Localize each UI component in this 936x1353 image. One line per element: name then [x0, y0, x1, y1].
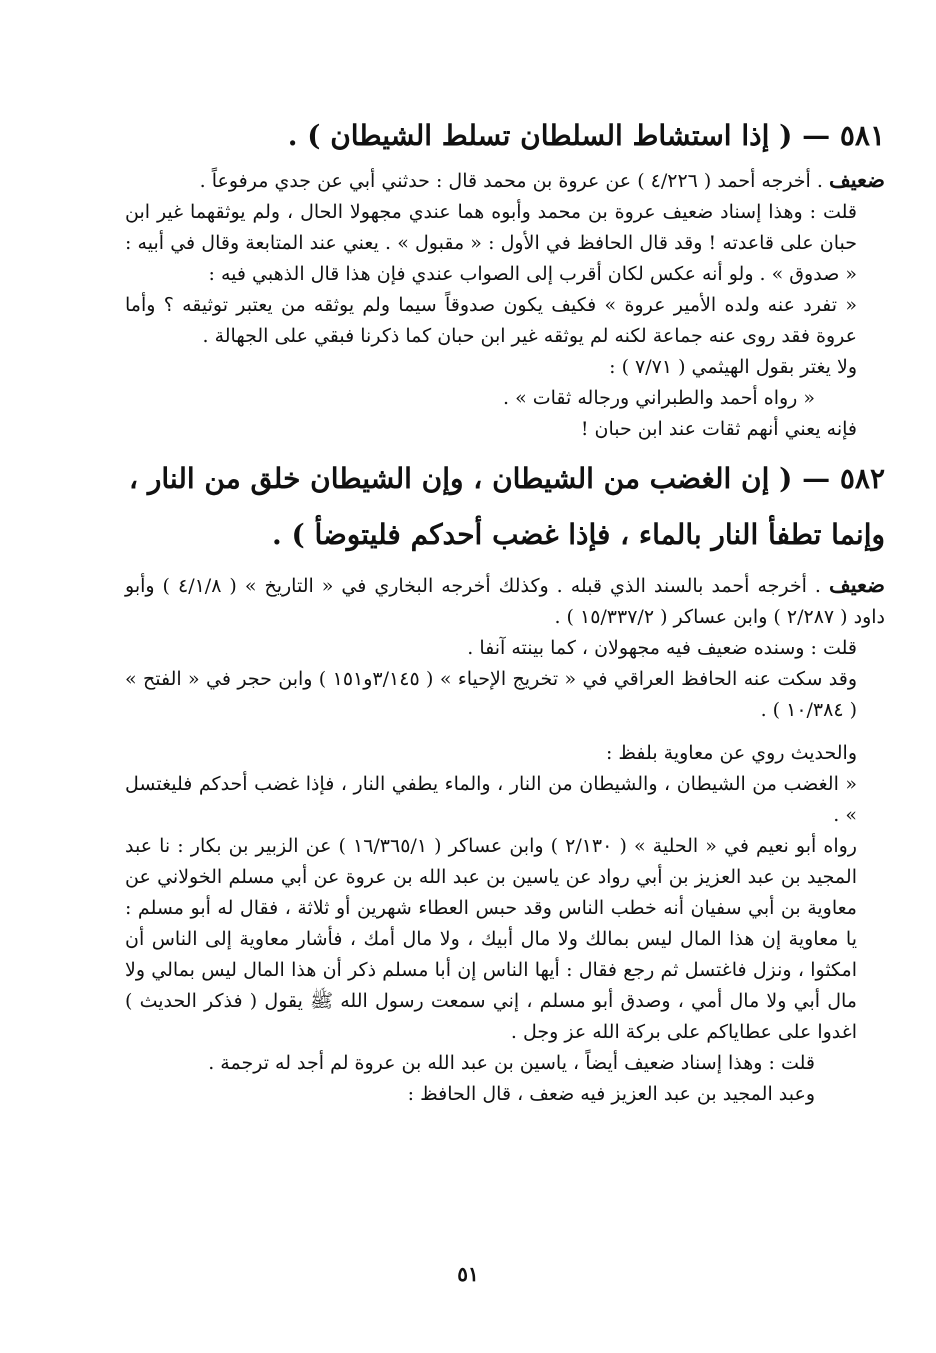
hadith-number: ٥٨١ [839, 119, 885, 152]
hadith-number: ٥٨٢ [839, 462, 885, 495]
quote-paragraph: « تفرد عنه ولده الأمير عروة » فكيف يكون صدوقاً سيما ولم يوثقه من يعتبر توثيقه ؟ وأما عروة فقد روى عنه جماعة لكنه لم يوثقه غير ابن حبان كما ذكرنا فبقي على الجهالة . [125, 294, 857, 347]
takhrij-text: . أخرجه أحمد بالسند الذي قبله . وكذلك أخرجه البخاري في « التاريخ » ( ٤/١/٨ ) وأبو داود ( ٢/٢٨٧ ) وابن عساكر ( ١٥/٣٣٧/٢ ) . [125, 575, 885, 628]
commentary-paragraph: والحديث روي عن معاوية بلفظ : [605, 742, 857, 764]
takhrij-paragraph [125, 164, 885, 197]
commentary-paragraph: وعبد المجيد بن عبد العزيز فيه ضعف ، قال الحافظ : [407, 1083, 815, 1105]
commentary-paragraph: فإنه يعني أنهم ثقات عند ابن حبان ! [580, 418, 857, 440]
narration-paragraph: رواه أبو نعيم في « الحلية » ( ٢/١٣٠ ) وابن عساكر ( ١٦/٣٦٥/١ ) عن الزبير بن بكار : نا عبد المجيد بن عبد العزيز بن أبي رواد عن ياسين بن عبد الله بن عروة عن أبي مسلم الخولاني عن معاوية بن أبي سفيان أنه خطب الناس وقد حبس العطاء شهرين أو ثلاثة ، فقال له أبو مسلم : يا معاوية إن هذا المال ليس بمالك ولا مال أبيك ، ولا مال أمك ، فأشار معاوية إلى الناس أن امكثوا ، ونزل فاغتسل ثم رجع فقال : أيها الناس إن أبا مسلم ذكر أن هذا المال ليس بمالي ولا مال أبي ولا مال أمي ، وصدق أبو مسلم ، إني سمعت رسول الله ﷺ يقول ( فذكر الحديث ) اغدوا على عطاياكم على بركة الله عز وجل . [125, 835, 857, 1043]
commentary-paragraph: قلت : وسنده ضعيف فيه مجهولان ، كما بينته آنفا . [467, 637, 857, 659]
quote-paragraph: « الغضب من الشيطان ، والشيطان من النار ، والماء يطفي النار ، فإذا غضب أحدكم فليغتسل » . [125, 773, 857, 826]
hadith-text: ( إذا استشاط السلطان تسلط الشيطان ) . [287, 119, 793, 152]
dash: — [802, 119, 831, 152]
hadith-581-heading [125, 108, 885, 164]
commentary-paragraph: وقد سكت عنه الحافظ العراقي في « تخريج الإحياء » ( ٣/١٤٥و١٥١ ) وابن حجر في « الفتح » ( ١٠/٣٨٤ ) . [125, 668, 858, 721]
page-body [125, 108, 885, 1110]
commentary-paragraph: قلت : وهذا إسناد ضعيف عروة بن محمد وأبوه هما عندي مجهولا الحال ، ولم يوثقهما غير ابن حبان على قاعدته ! وقد قال الحافظ في الأول : « مقبول » . يعني عند المتابعة وقال في أبيه : « صدوق » . ولو أنه عكس لكان أقرب إلى الصواب عندي فإن هذا قال الذهبي فيه : [125, 201, 857, 285]
takhrij-text: . أخرجه أحمد ( ٤/٢٢٦ ) عن عروة بن محمد قال : حدثني أبي عن جدي مرفوعاً . [199, 170, 823, 192]
hadith-582-heading [125, 451, 885, 563]
quote-paragraph: « رواه أحمد والطبراني ورجاله ثقات » . [502, 387, 815, 409]
takhrij-paragraph [125, 569, 885, 633]
hadith-text: ( إن الغضب من الشيطان ، وإن الشيطان خلق من النار ، وإنما تطفأ النار بالماء ، فإذا غضب أحدكم فليتوضأ ) . [129, 462, 885, 551]
commentary-paragraph: ولا يغتر بقول الهيثمي ( ٧/٧١ ) : [609, 356, 857, 378]
grading-label: ضعيف [828, 572, 885, 597]
commentary-paragraph: قلت : وهذا إسناد ضعيف أيضاً ، ياسين بن عبد الله بن عروة لم أجد له ترجمة . [208, 1052, 815, 1074]
grading-label: ضعيف [828, 167, 885, 192]
page-number: ٥١ [457, 1262, 479, 1286]
dash: — [802, 462, 831, 495]
